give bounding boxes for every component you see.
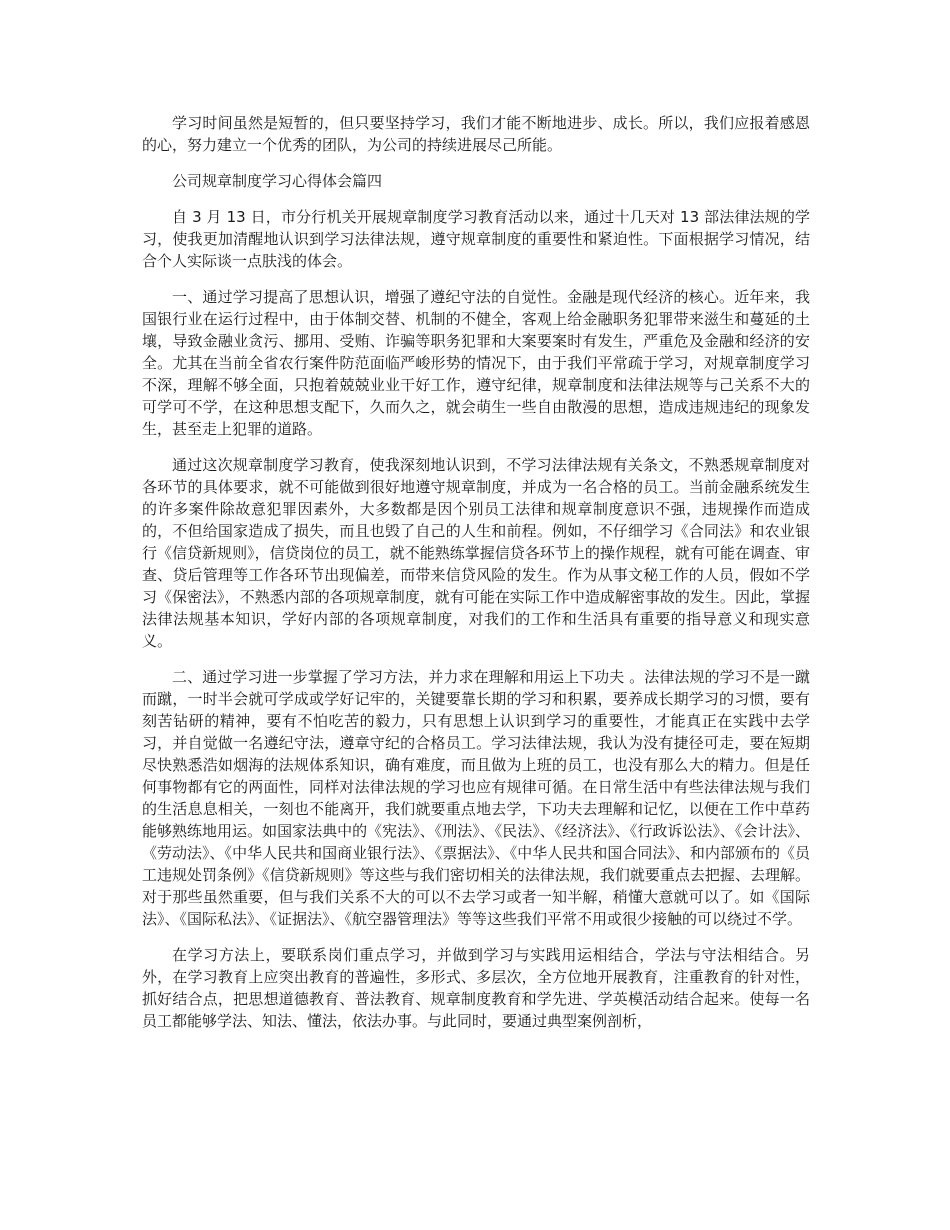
paragraph-study-method: 在学习方法上，要联系岗们重点学习，并做到学习与实践用运相结合，学法与守法相结合。另外，在学习教育上应突出教育的普遍性，多形式、多层次，全方位地开展教育，注重教育的针对性，抓好结合点，把思想道德教育、普法教育、规章制度教育和学先进、学英模活动结合起来。使每一名员工都能够学法、知法、懂法，依法办事。与此同时，要通过典型案例剖析，: [142, 946, 810, 1030]
paragraph-point-one: 一、通过学习提高了思想认识，增强了遵纪守法的自觉性。金融是现代经济的核心。近年来，我国银行业在运行过程中，由于体制交替、机制的不健全，客观上给金融职务犯罪带来滋生和蔓延的土壤，导致金融业贪污、挪用、受贿、诈骗等职务犯罪和大案要案时有发生，严重危及金融和经济的安全。尤其在当前全省农行案件防范面临严峻形势的情况下，由于我们平常疏于学习，对规章制度学习不深，理解不够全面，只抱着兢兢业业干好工作，遵守纪律，规章制度和法律法规等与己关系不大的可学可不学，在这种思想支配下，久而久之，就会萌生一些自由散漫的思想，造成违规违纪的现象发生，甚至走上犯罪的道路。: [142, 288, 810, 438]
paragraph-point-one-detail: 通过这次规章制度学习教育，使我深刻地认识到，不学习法律法规有关条文，不熟悉规章制度对各环节的具体要求，就不可能做到很好地遵守规章制度，并成为一名合格的员工。当前金融系统发生的许多案件除故意犯罪因素外，大多数都是因个别员工法律和规章制度意识不强，违规操作而造成的，不但给国家造成了损失，而且也毁了自己的人生和前程。例如，不仔细学习《合同法》和农业银行《信贷新规则》，信贷岗位的员工，就不能熟练掌握信贷各环节上的操作规程，就有可能在调查、审查、贷后管理等工作各环节出现偏差，而带来信贷风险的发生。作为从事文秘工作的人员，假如不学习《保密法》，不熟悉内部的各项规章制度，就有可能在实际工作中造成解密事故的发生。因此，掌握法律法规基本知识，学好内部的各项规章制度，对我们的工作和生活具有重要的指导意义和现实意义。: [142, 456, 810, 650]
paragraph-closing: 学习时间虽然是短暂的，但只要坚持学习，我们才能不断地进步、成长。所以，我们应报着感恩的心，努力建立一个优秀的团队，为公司的持续进展尽己所能。: [142, 114, 810, 154]
paragraph-point-two: 二、通过学习进一步掌握了学习方法，并力求在理解和用运上下功夫 。法律法规的学习不是一蹴而蹴，一时半会就可学成或学好记牢的，关键要靠长期的学习和积累，要养成长期学习的习惯，要有刻苦钻研的精神，要有不怕吃苦的毅力，只有思想上认识到学习的重要性，才能真正在实践中去学习，并自觉做一名遵纪守法，遵章守纪的合格员工。学习法律法规，我认为没有捷径可走，要在短期尽快熟悉浩如烟海的法规体系知识，确有难度，而且做为上班的员工，也没有那么大的精力。但是任何事物都有它的两面性，同样对法律法规的学习也应有规律可循。在日常生活中有些法律法规与我们的生活息息相关，一刻也不能离开，我们就要重点地去学，下功夫去理解和记忆，以便在工作中草药能够熟练地用运。如国家法典中的《宪法》、《刑法》、《民法》、《经济法》、《行政诉讼法》、《会计法》、《劳动法》、《中华人民共和国商业银行法》、《票据法》、《中华人民共和国合同法》、和内部颁布的《员工违规处罚条例》《信贷新规则》等这些与我们密切相关的法律法规，我们就要重点去把握、去理解。对于那些虽然重要，但与我们关系不大的可以不去学习或者一知半解，稍懂大意就可以了。如《国际法》、《国际私法》、《证据法》、《航空器管理法》等等这些我们平常不用或很少接触的可以绕过不学。: [142, 668, 810, 928]
document-page: [142, 112, 810, 1046]
paragraph-intro: 自 3 月 13 日，市分行机关开展规章制度学习教育活动以来，通过十几天对 13 部法律法规的学习，使我更加清醒地认识到学习法律法规，遵守规章制度的重要性和紧迫性。下面根据学习情况，结合个人实际谈一点肤浅的体会。: [142, 208, 810, 270]
section-heading: 公司规章制度学习心得体会篇四: [172, 172, 383, 190]
